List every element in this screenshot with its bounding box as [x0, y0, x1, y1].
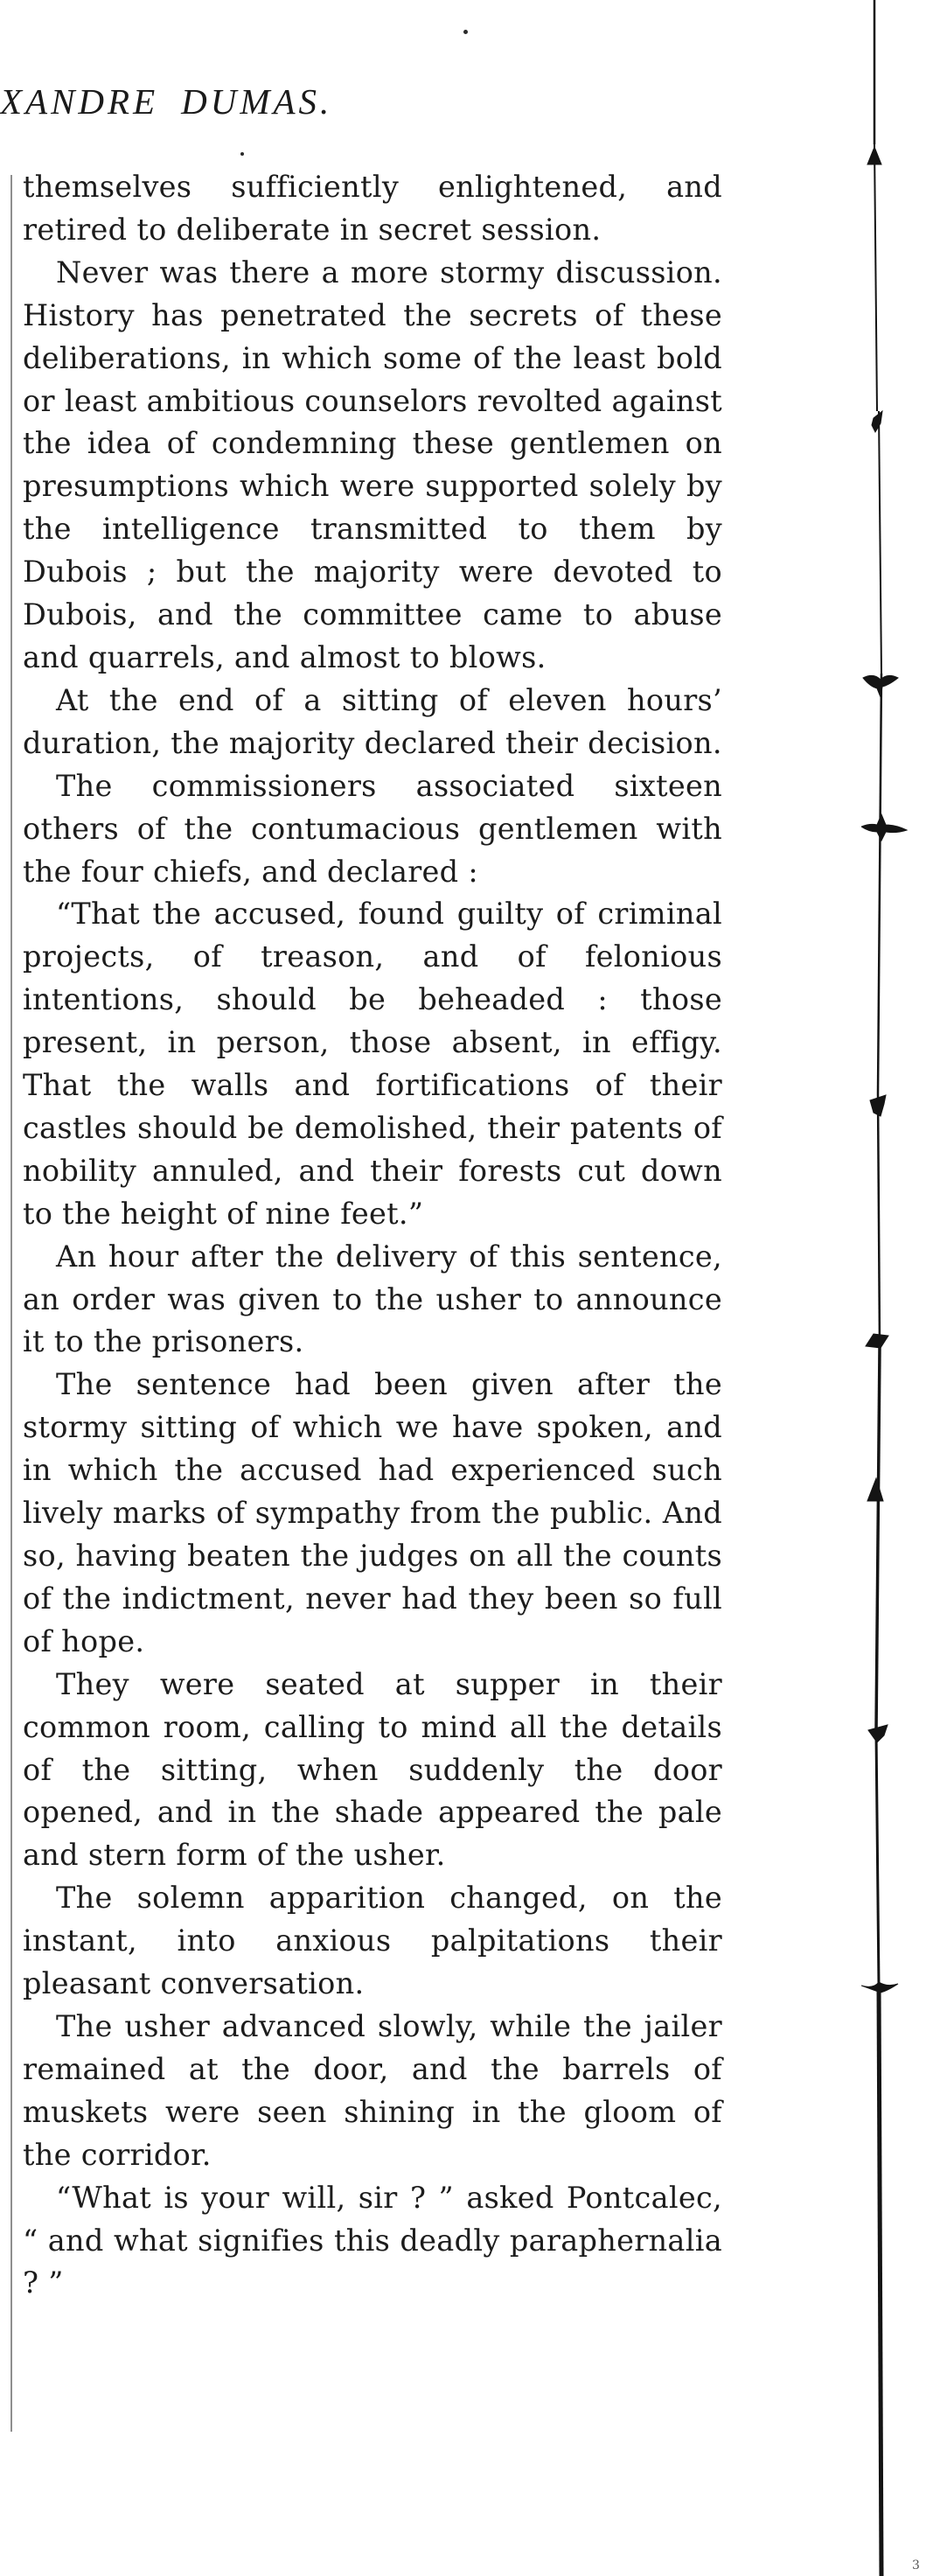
binding-mark	[861, 814, 907, 841]
paragraph: They were seated at supper in their common room, calling to mind all the details of the sitting, when suddenly the door opened, and in the shade appeared the pale and stern form of the usher.	[23, 1666, 722, 1873]
binding-line	[876, 1732, 879, 1986]
binding-mark	[867, 1478, 883, 1501]
margin-rule	[10, 175, 12, 2432]
binding-mark	[866, 1334, 888, 1348]
binding-line	[879, 411, 881, 674]
paragraph: themselves sufficiently enlightened, and retired to deliberate in secret session.	[23, 170, 722, 247]
binding-mark	[870, 1095, 886, 1116]
binding-line	[879, 1986, 881, 2576]
page-corner-mark: 3	[912, 2559, 920, 2573]
paragraph: An hour after the delivery of this sentence, an order was given to the usher to announce it to the prisoners.	[23, 1239, 722, 1359]
running-header-right: DUMAS.	[181, 81, 333, 122]
text-column	[23, 166, 722, 2305]
binding-mark	[872, 411, 882, 432]
binding-mark	[868, 1725, 888, 1742]
paragraph: Never was there a more stormy discussion. History has penetrated the secrets of these deliberations, in which some of the least bold or least ambitious counselors revolted against the idea of condemning these gentlemen on presumptions which were supported solely by the intelligence transmitted to them by Dubois ; but the majority were devoted to Dubois, and the committee came to abuse and quarrels, and almost to blows.	[23, 255, 722, 674]
running-header-left: XANDRE	[0, 81, 159, 122]
binding-line	[876, 1347, 880, 1732]
paragraph: The sentence had been given after the stormy sitting of which we have spoken, and in which the accused had experienced such lively marks of sympathy from the public. And so, having beaten the judges on all the counts of the indictment, never had they been so full of hope.	[23, 1367, 722, 1658]
paragraph: The usher advanced slowly, while the jailer remained at the door, and the barrels of muskets were seen shining in the gloom of the corridor.	[23, 2008, 722, 2172]
binding-line	[878, 674, 881, 1093]
binding-edge	[861, 0, 914, 2576]
paragraph: “That the accused, found guilty of criminal projects, of treason, and of felonious intentions, should be beheaded : those present, in person, those absent, in effigy. That the walls and fortifications of their castles should be demolished, their patents of nobility annuled, and their forests cut down to the height of nine feet.”	[23, 897, 722, 1231]
ink-speck	[240, 152, 244, 156]
binding-mark	[867, 147, 881, 164]
paragraph: At the end of a sitting of eleven hours’ duration, the majority declared their decision.	[23, 682, 722, 760]
binding-line	[878, 1093, 880, 1347]
ink-speck	[463, 30, 468, 34]
paragraph: The solemn apparition changed, on the instant, into anxious palpitations their pleasant conversation.	[23, 1881, 722, 2001]
running-header	[0, 80, 332, 122]
binding-line	[874, 144, 877, 411]
paragraph: The commissioners associated sixteen others of the contumacious gentlemen with the four chiefs, and declared :	[23, 768, 722, 889]
binding-mark	[861, 1982, 898, 1993]
paragraph: “What is your will, sir ? ” asked Pontcalec, “ and what signifies this deadly paraphernalia ? ”	[23, 2180, 722, 2300]
